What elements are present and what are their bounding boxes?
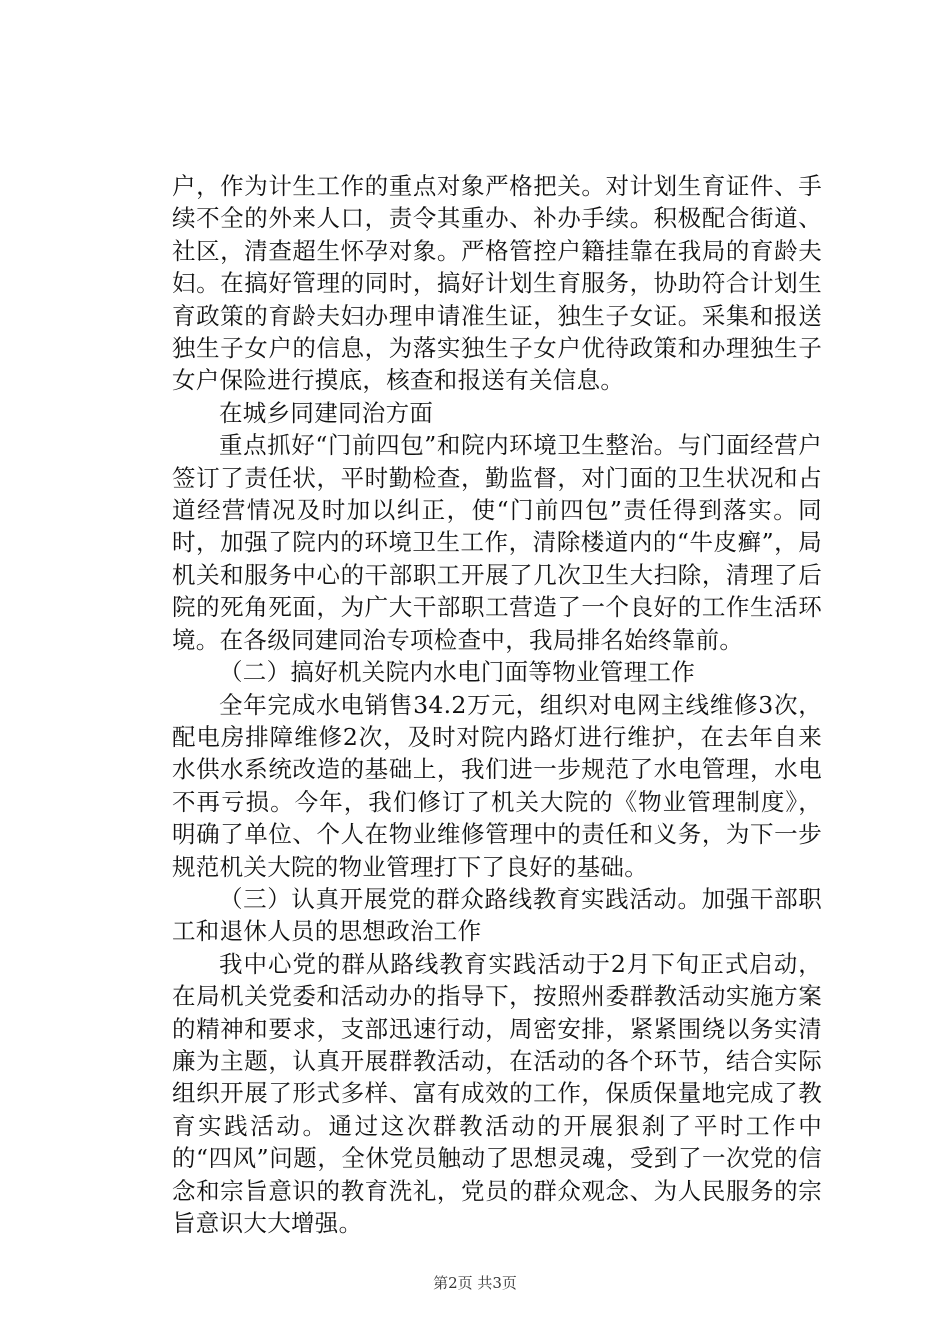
heading-party-education: （三）认真开展党的群众路线教育实践活动。加强干部职工和退休人员的思想政治工作 (172, 884, 822, 946)
paragraph-property: 全年完成水电销售34.2万元，组织对电网主线维修3次，配电房排障维修2次，及时对院内路灯进行维护，在去年自来水供水系统改造的基础上，我们进一步规范了水电管理，水电不再亏损。今年，我们修订了机关大院的《物业管理制度》，明确了单位、个人在物业维修管理中的责任和义务，为下一步规范机关大院的物业管理打下了良好的基础。 (172, 690, 822, 881)
paragraph-family-planning: 户，作为计生工作的重点对象严格把关。对计划生育证件、手续不全的外来人口，责令其重办、补办手续。积极配合街道、社区，清查超生怀孕对象。严格管控户籍挂靠在我局的育龄夫妇。在搞好管理的同时，搞好计划生育服务，协助符合计划生育政策的育龄夫妇办理申请准生证，独生子女证。采集和报送独生子女户的信息，为落实独生子女户优待政策和办理独生子女户保险进行摸底，核查和报送有关信息。 (172, 172, 822, 395)
document-body (172, 170, 822, 1239)
heading-property-management: （二）搞好机关院内水电门面等物业管理工作 (219, 658, 695, 687)
paragraph-environment: 重点抓好“门前四包”和院内环境卫生整治。与门面经营户签订了责任状，平时勤检查，勤监督，对门面的卫生状况和占道经营情况及时加以纠正，使“门前四包”责任得到落实。同时，加强了院内的环境卫生工作，清除楼道内的“牛皮癣”，局机关和服务中心的干部职工开展了几次卫生大扫除，清理了后院的死角死面，为广大干部职工营造了一个良好的工作生活环境。在各级同建同治专项检查中，我局排名始终靠前。 (172, 431, 822, 654)
page-footer: 第2页 共3页 (433, 1274, 517, 1292)
paragraph-party-education: 我中心党的群从路线教育实践活动于2月下旬正式启动，在局机关党委和活动办的指导下，按照州委群教活动实施方案的精神和要求，支部迅速行动，周密安排，紧紧围绕以务实清廉为主题，认真开展群教活动，在活动的各个环节，结合实际组织开展了形式多样、富有成效的工作，保质保量地完成了教育实践活动。通过这次群教活动的开展狠刹了平时工作中的“四风”问题，全休党员触动了思想灵魂，受到了一次党的信念和宗旨意识的教育洗礼，党员的群众观念、为人民服务的宗旨意识大大增强。 (172, 949, 822, 1237)
heading-urban-rural: 在城乡同建同治方面 (219, 398, 434, 427)
